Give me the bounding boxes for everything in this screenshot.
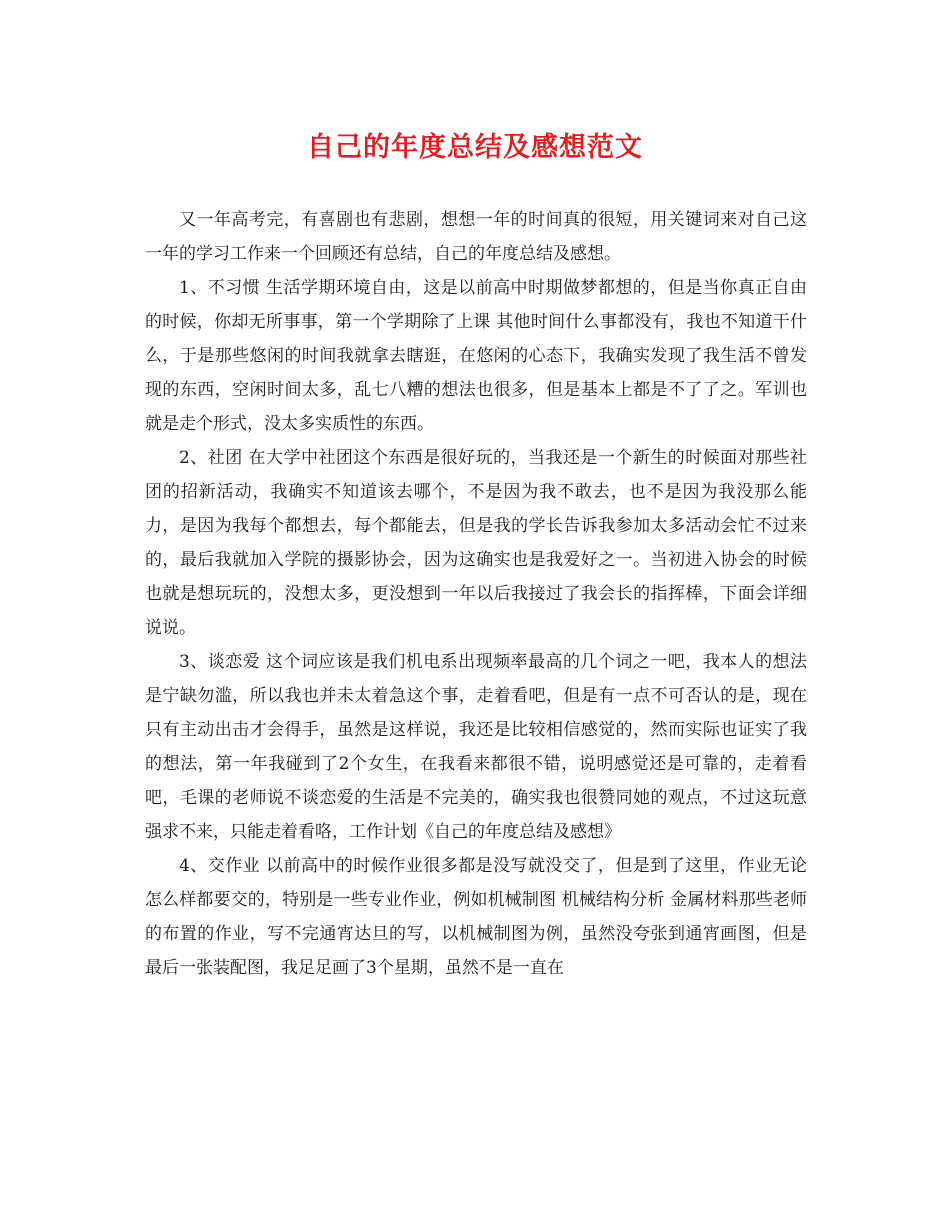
paragraph-2-club: 2、社团 在大学中社团这个东西是很好玩的，当我还是一个新生的时候面对那些社团的招新活动，我确实不知道该去哪个，不是因为我不敢去，也不是因为我没那么能力，是因为我每个都想去，每个都能去，但是我的学长告诉我参加太多活动会忙不过来的，最后我就加入学院的摄影协会，因为这确实也是我爱好之一。当初进入协会的时候也就是想玩玩的，没想太多，更没想到一年以后我接过了我会长的指挥棒，下面会详细说说。	[145, 448, 807, 638]
document-title: 自己的年度总结及感想范文	[307, 132, 643, 163]
paragraph-3-dating: 3、谈恋爱 这个词应该是我们机电系出现频率最高的几个词之一吧，我本人的想法是宁缺勿滥，所以我也并未太着急这个事，走着看吧，但是有一点不可否认的是，现在只有主动出击才会得手，虽然是这样说，我还是比较相信感觉的，然而实际也证实了我的想法，第一年我碰到了2个女生，在我看来都很不错，说明感觉还是可靠的，走着看吧，毛课的老师说不谈恋爱的生活是不完美的，确实我也很赞同她的观点，不过这玩意强求不来，只能走着看咯，工作计划《自己的年度总结及感想》	[145, 652, 807, 842]
document-body	[145, 203, 807, 985]
paragraph-4-homework: 4、交作业 以前高中的时候作业很多都是没写就没交了，但是到了这里，作业无论怎么样都要交的，特别是一些专业作业，例如机械制图 机械结构分析 金属材料那些老师的布置的作业，写不完通宵达旦的写，以机械制图为例，虽然没夸张到通宵画图，但是最后一张装配图，我足足画了3个星期，虽然不是一直在	[145, 856, 807, 978]
paragraph-intro: 又一年高考完，有喜剧也有悲剧，想想一年的时间真的很短，用关键词来对自己这一年的学习工作来一个回顾还有总结，自己的年度总结及感想。	[145, 210, 807, 264]
paragraph-1-habit: 1、不习惯 生活学期环境自由，这是以前高中时期做梦都想的，但是当你真正自由的时候，你却无所事事，第一个学期除了上课 其他时间什么事都没有，我也不知道干什么，于是那些悠闲的时间我就拿去瞎逛，在悠闲的心态下，我确实发现了我生活不曾发现的东西，空闲时间太多，乱七八糟的想法也很多，但是基本上都是不了了之。军训也就是走个形式，没太多实质性的东西。	[145, 278, 807, 434]
